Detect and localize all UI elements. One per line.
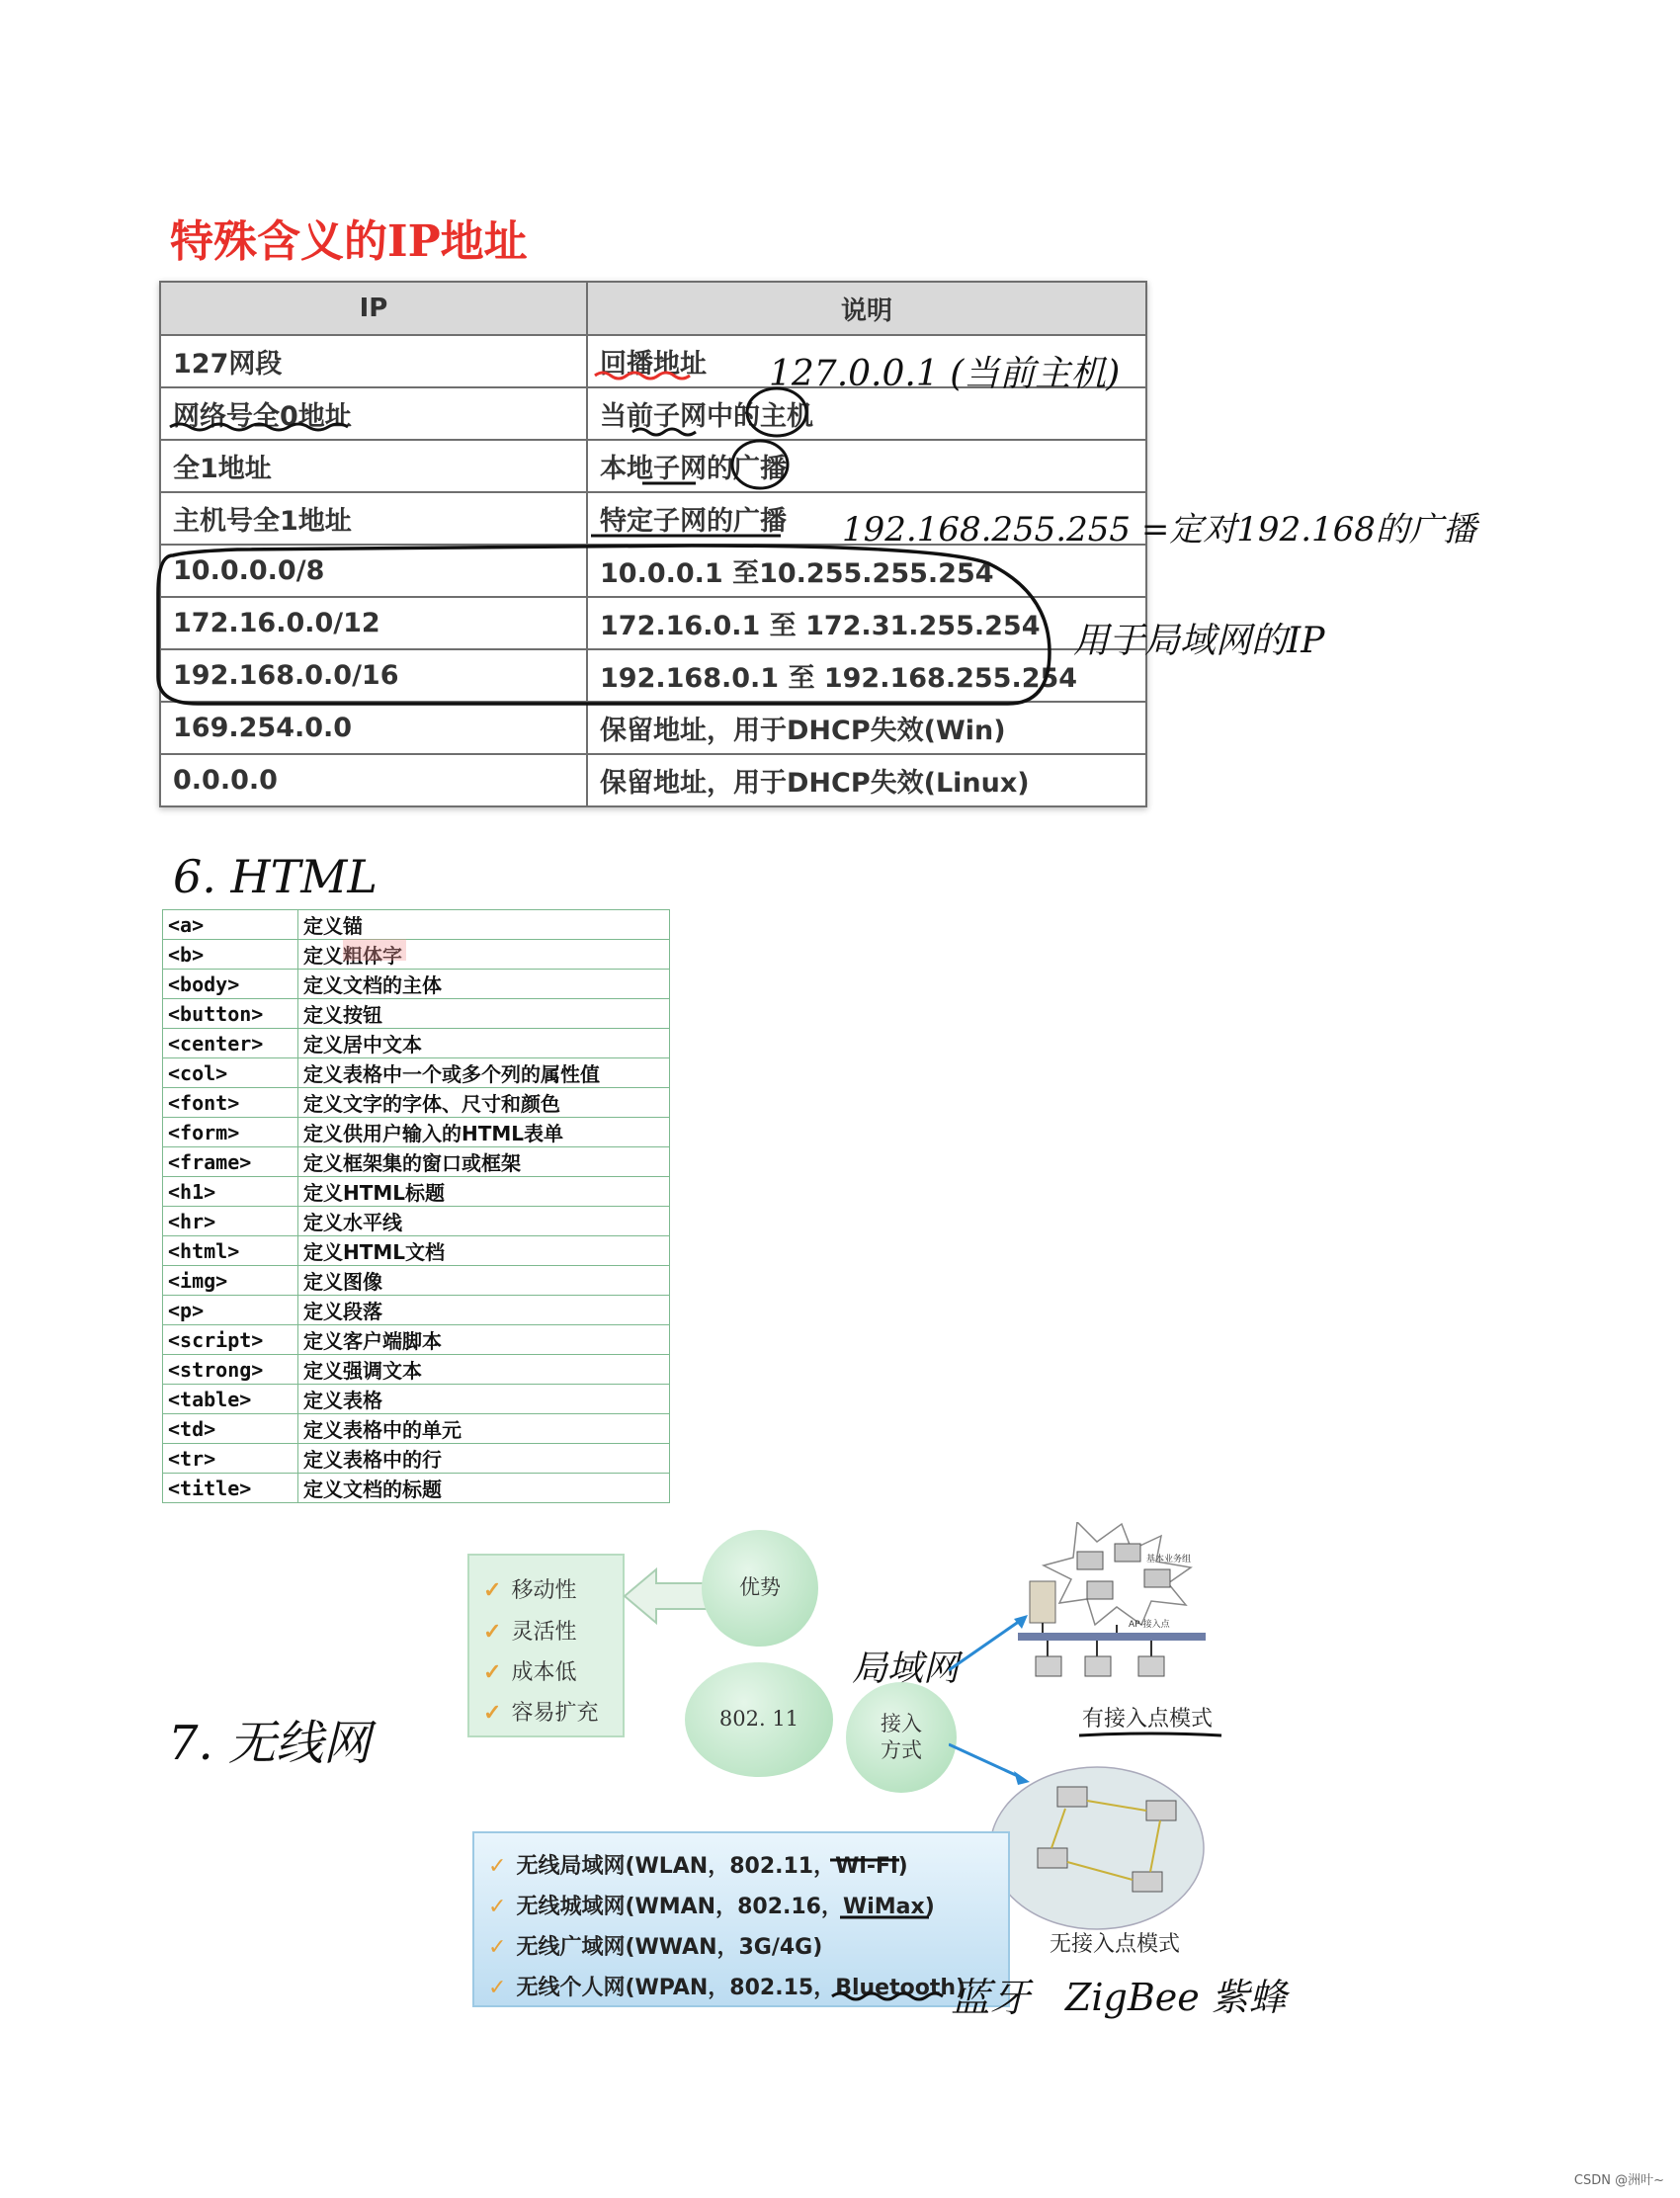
check-icon: ✓ bbox=[483, 1577, 502, 1603]
check-icon: ✓ bbox=[488, 1976, 507, 2000]
table-row bbox=[163, 910, 670, 940]
bubble-access-mode: 接入 方式 bbox=[846, 1682, 957, 1793]
wireless-section-title: 7. 无线网 bbox=[168, 1716, 372, 1771]
table-row bbox=[163, 1118, 670, 1147]
table-row bbox=[163, 1296, 670, 1325]
check-icon: ✓ bbox=[483, 1619, 502, 1645]
html-tag-table bbox=[162, 909, 670, 1503]
advantages-box bbox=[467, 1554, 625, 1737]
tag-description-cell: 定义强调文本 bbox=[298, 1355, 670, 1385]
table-row bbox=[163, 1385, 670, 1414]
tag-cell: <script> bbox=[163, 1325, 298, 1355]
description-cell: 10.0.0.1 至10.255.255.254 bbox=[587, 545, 1146, 597]
note-lan-ip: 用于局域网的IP bbox=[1073, 621, 1325, 661]
note-loopback: 127.0.0.1 (当前主机) bbox=[769, 354, 1121, 394]
table-row bbox=[163, 1474, 670, 1503]
tag-description-cell: 定义文档的标题 bbox=[298, 1474, 670, 1503]
wireless-type-item: ✓ 无线个人网(WPAN，802.15，Bluetooth) bbox=[488, 1976, 966, 2000]
advantage-item: ✓ 移动性 bbox=[483, 1577, 577, 1603]
tag-cell: <button> bbox=[163, 999, 298, 1029]
check-icon: ✓ bbox=[483, 1659, 502, 1685]
watermark: CSDN @洲叶~ bbox=[1573, 2173, 1664, 2188]
tag-description-cell: 定义表格中的行 bbox=[298, 1444, 670, 1474]
ip-cell: 169.254.0.0 bbox=[160, 702, 587, 754]
ap-label-1: 基本业务组 bbox=[1146, 1555, 1192, 1564]
tag-cell: <body> bbox=[163, 970, 298, 999]
tag-description-cell: 定义HTML文档 bbox=[298, 1236, 670, 1266]
tag-description-cell: 定义表格中的单元 bbox=[298, 1414, 670, 1444]
tag-description-cell: 定义客户端脚本 bbox=[298, 1325, 670, 1355]
tag-cell: <tr> bbox=[163, 1444, 298, 1474]
left-arrow-icon bbox=[621, 1562, 710, 1631]
tag-cell: <title> bbox=[163, 1474, 298, 1503]
note-lan: 局域网 bbox=[852, 1648, 960, 1689]
underline-mark bbox=[1077, 1730, 1225, 1739]
table-row bbox=[163, 1058, 670, 1088]
tag-description-cell: 定义表格中一个或多个列的属性值 bbox=[298, 1058, 670, 1088]
note-broadcast: 192.168.255.255 =定对192.168的广播 bbox=[842, 510, 1476, 550]
note-zigbee: ZigBee 紫蜂 bbox=[1065, 1976, 1287, 2019]
ip-cell: 192.168.0.0/16 bbox=[160, 649, 587, 702]
ip-cell: 全1地址 bbox=[160, 440, 587, 492]
table-row bbox=[163, 1414, 670, 1444]
caption-ap-mode: 有接入点模式 bbox=[1082, 1707, 1214, 1732]
table-row bbox=[163, 1207, 670, 1236]
description-cell: 当前子网中的主机 bbox=[587, 387, 1146, 440]
description-cell: 特定子网的广播 bbox=[587, 492, 1146, 545]
description-cell: 172.16.0.1 至 172.31.255.254 bbox=[587, 597, 1146, 649]
tag-description-cell: 定义锚 bbox=[298, 910, 670, 940]
tag-description-cell: 定义水平线 bbox=[298, 1207, 670, 1236]
table-row bbox=[163, 970, 670, 999]
tag-cell: <font> bbox=[163, 1088, 298, 1118]
ip-cell: 10.0.0.0/8 bbox=[160, 545, 587, 597]
tag-cell: <hr> bbox=[163, 1207, 298, 1236]
caption-adhoc-mode: 无接入点模式 bbox=[1050, 1932, 1181, 1957]
table-row bbox=[163, 1236, 670, 1266]
description-cell: 保留地址，用于DHCP失效(Linux) bbox=[587, 754, 1146, 806]
description-cell: 回播地址 bbox=[587, 335, 1146, 387]
check-icon: ✓ bbox=[488, 1935, 507, 1960]
tag-cell: <td> bbox=[163, 1414, 298, 1444]
table-row bbox=[163, 1266, 670, 1296]
tag-description-cell: 定义图像 bbox=[298, 1266, 670, 1296]
check-icon: ✓ bbox=[483, 1700, 502, 1726]
tag-description-cell: 定义段落 bbox=[298, 1296, 670, 1325]
table-row bbox=[163, 1029, 670, 1058]
tag-description-cell: 定义按钮 bbox=[298, 999, 670, 1029]
check-icon: ✓ bbox=[488, 1854, 507, 1879]
bubble-advantage: 优势 bbox=[702, 1530, 818, 1647]
table-row bbox=[163, 1088, 670, 1118]
tag-description-cell: 定义框架集的窗口或框架 bbox=[298, 1147, 670, 1177]
table-row bbox=[163, 940, 670, 970]
ip-cell: 0.0.0.0 bbox=[160, 754, 587, 806]
tag-cell: <p> bbox=[163, 1296, 298, 1325]
tag-cell: <form> bbox=[163, 1118, 298, 1147]
advantage-item: ✓ 容易扩充 bbox=[483, 1700, 599, 1726]
ip-header-desc: 说明 bbox=[587, 282, 1146, 335]
description-cell: 保留地址，用于DHCP失效(Win) bbox=[587, 702, 1146, 754]
description-cell: 本地子网的广播 bbox=[587, 440, 1146, 492]
tag-cell: <html> bbox=[163, 1236, 298, 1266]
description-cell: 192.168.0.1 至 192.168.255.254 bbox=[587, 649, 1146, 702]
wireless-type-item: ✓ 无线局域网(WLAN，802.11，Wi-Fi) bbox=[488, 1854, 908, 1879]
tag-description-cell: 定义居中文本 bbox=[298, 1029, 670, 1058]
html-section-title: 6. HTML bbox=[173, 850, 378, 903]
ip-header-ip: IP bbox=[160, 282, 587, 335]
advantage-item: ✓ 成本低 bbox=[483, 1659, 577, 1685]
tag-description-cell: 定义文字的字体、尺寸和颜色 bbox=[298, 1088, 670, 1118]
advantage-item: ✓ 灵活性 bbox=[483, 1619, 577, 1645]
tag-description-cell: 定义文档的主体 bbox=[298, 970, 670, 999]
ip-section-title: 特殊含义的IP地址 bbox=[170, 216, 528, 267]
tag-description-cell: 定义表格 bbox=[298, 1385, 670, 1414]
ip-cell: 127网段 bbox=[160, 335, 587, 387]
ip-cell: 172.16.0.0/12 bbox=[160, 597, 587, 649]
tag-cell: <table> bbox=[163, 1385, 298, 1414]
tag-cell: <img> bbox=[163, 1266, 298, 1296]
bubble-standard: 802. 11 bbox=[685, 1662, 833, 1777]
tag-cell: <center> bbox=[163, 1029, 298, 1058]
tag-cell: <frame> bbox=[163, 1147, 298, 1177]
ip-cell: 网络号全0地址 bbox=[160, 387, 587, 440]
tag-cell: <col> bbox=[163, 1058, 298, 1088]
check-icon: ✓ bbox=[488, 1895, 507, 1919]
wireless-type-item: ✓ 无线城域网(WMAN，802.16，WiMax) bbox=[488, 1895, 935, 1919]
tag-description-cell: 定义HTML标题 bbox=[298, 1177, 670, 1207]
tag-description-cell: 定义粗体字 bbox=[298, 940, 670, 970]
ip-annotations bbox=[0, 0, 1680, 889]
ap-label-2: AP-接入点 bbox=[1129, 1620, 1170, 1630]
ip-cell: 主机号全1地址 bbox=[160, 492, 587, 545]
table-row bbox=[163, 1177, 670, 1207]
tag-description-cell: 定义供用户输入的HTML表单 bbox=[298, 1118, 670, 1147]
tag-cell: <a> bbox=[163, 910, 298, 940]
note-bluetooth: 蓝牙 bbox=[951, 1976, 1030, 2021]
wireless-type-item: ✓ 无线广域网(WWAN，3G/4G) bbox=[488, 1935, 823, 1960]
tag-cell: <h1> bbox=[163, 1177, 298, 1207]
tag-cell: <b> bbox=[163, 940, 298, 970]
tag-cell: <strong> bbox=[163, 1355, 298, 1385]
table-row bbox=[163, 999, 670, 1029]
highlight-mark bbox=[343, 939, 406, 961]
table-row bbox=[163, 1325, 670, 1355]
table-row bbox=[163, 1355, 670, 1385]
table-row bbox=[163, 1444, 670, 1474]
table-row bbox=[163, 1147, 670, 1177]
